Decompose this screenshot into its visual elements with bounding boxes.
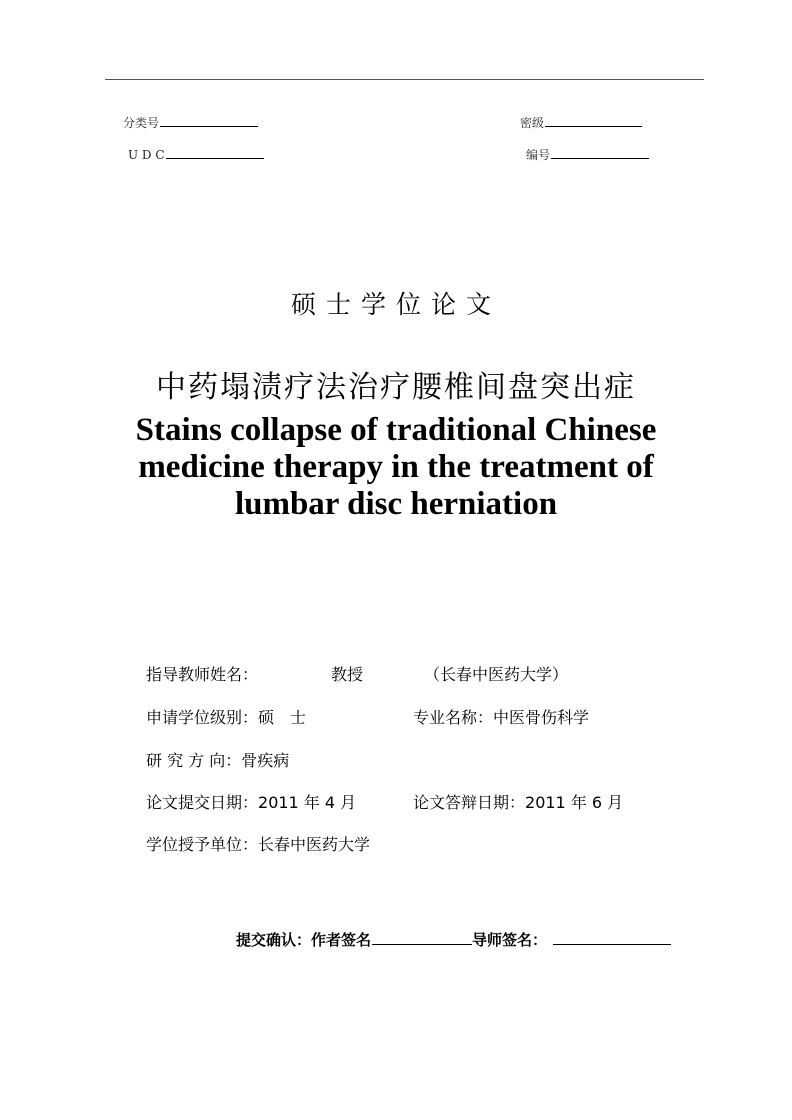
- degree-type: 硕士学位论文: [290, 290, 501, 319]
- research-row: [146, 748, 289, 771]
- degree-level-row: [146, 705, 306, 728]
- grantor-value: 长春中医药大学: [258, 835, 371, 854]
- header-rule: [105, 79, 704, 80]
- author-signature-blank: [372, 930, 472, 945]
- number-label: 编号: [526, 148, 551, 162]
- major-row: [413, 705, 589, 728]
- major-label: 专业名称：: [413, 708, 494, 727]
- advisor-signature-label: 导师签名：: [472, 931, 548, 949]
- advisor-title: 教授: [331, 665, 364, 684]
- title-english: [0, 412, 792, 523]
- title-english-text: Stains collapse of traditional Chinese medicine therapy in the treatment of lumbar disc herniation: [135, 412, 657, 522]
- secret-field: [520, 114, 642, 131]
- classification-field: [123, 114, 258, 131]
- number-blank: [551, 146, 649, 159]
- advisor-label: 指导教师姓名：: [146, 665, 259, 684]
- secret-blank: [545, 114, 642, 127]
- author-signature-label: 提交确认：作者签名: [236, 931, 372, 949]
- defense-date-row: [413, 790, 623, 813]
- grantor-row: [146, 832, 370, 855]
- advisor-row: [146, 662, 258, 685]
- title-chinese: 中药塌渍疗法治疗腰椎间盘突出症: [156, 370, 636, 405]
- grantor-label: 学位授予单位：: [146, 835, 259, 854]
- udc-label: U D C: [128, 148, 165, 162]
- research-label: 研 究 方 向：: [146, 751, 242, 770]
- advisor-signature-blank: [553, 930, 671, 945]
- submit-date-label: 论文提交日期：: [146, 793, 259, 812]
- defense-date-value: 2011 年 6 月: [525, 793, 624, 812]
- author-signature-field: [236, 929, 671, 950]
- research-value: 骨疾病: [241, 751, 290, 770]
- degree-level-label: 申请学位级别：: [146, 708, 259, 727]
- advisor-affiliation: （长春中医药大学）: [424, 665, 569, 684]
- classification-label: 分类号: [123, 116, 160, 130]
- secret-label: 密级: [520, 116, 545, 130]
- udc-blank: [166, 146, 264, 159]
- submit-date-value: 2011 年 4 月: [258, 793, 357, 812]
- defense-date-label: 论文答辩日期：: [413, 793, 526, 812]
- udc-field: [128, 146, 264, 162]
- degree-level-value: 硕 士: [258, 708, 307, 727]
- major-value: 中医骨伤科学: [493, 708, 590, 727]
- number-field: [526, 146, 649, 163]
- submit-date-row: [146, 790, 356, 813]
- classification-blank: [160, 114, 258, 127]
